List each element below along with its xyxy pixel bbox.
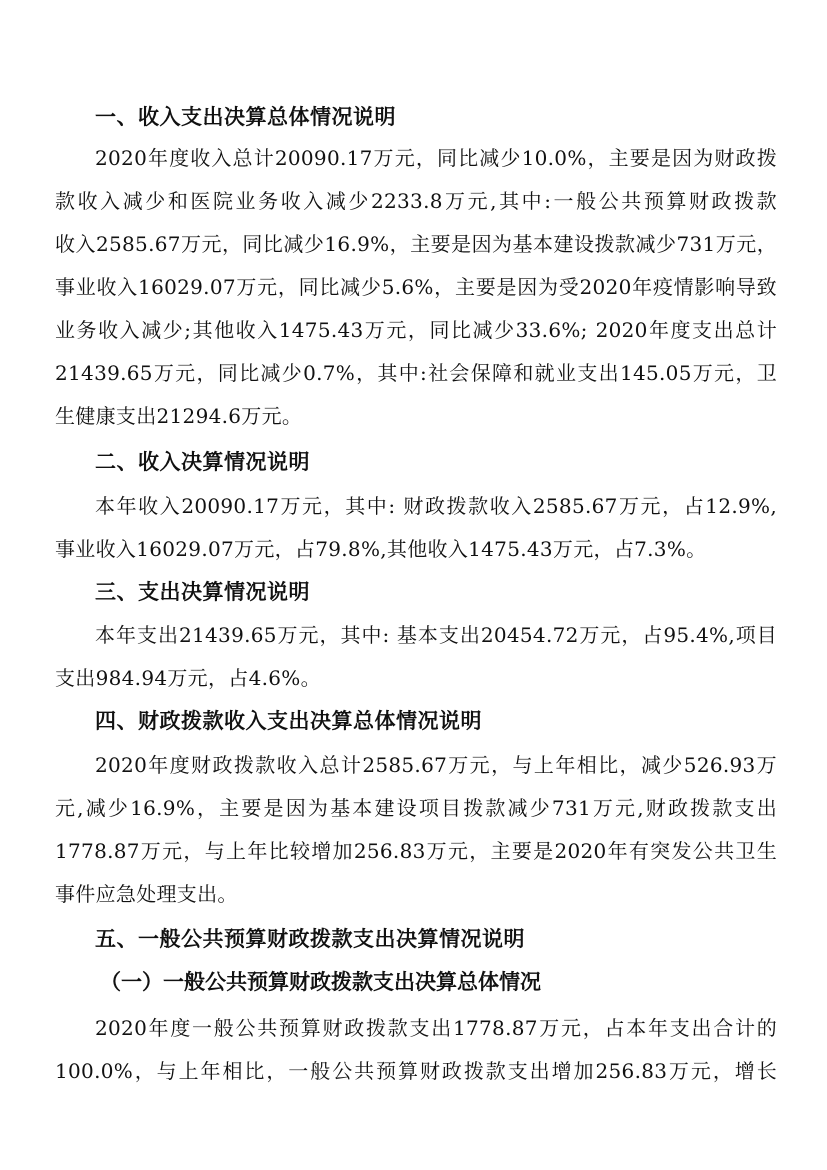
- section-3-paragraph: [55, 614, 777, 700]
- paragraph-line: 收入2585.67万元，同比减少16.9%，主要是因为基本建设拨款减少731万元，: [55, 232, 777, 256]
- paragraph-line: 2020年度一般公共预算财政拨款支出1778.87万元，占本年支出合计的: [95, 1016, 777, 1040]
- section-heading-expenditure-details: 三、支出决算情况说明: [95, 580, 310, 604]
- subsection-heading-general-public-budget-overview: （一）一般公共预算财政拨款支出决算总体情况: [100, 970, 541, 994]
- paragraph-line: 1778.87万元，与上年比较增加256.83万元，主要是2020年有突发公共卫生: [55, 839, 777, 863]
- paragraph-line: 本年收入20090.17万元，其中: 财政拨款收入2585.67万元，占12.9%,: [95, 494, 777, 518]
- section-heading-income-details: 二、收入决算情况说明: [95, 450, 310, 474]
- section-heading-general-public-budget: 五、一般公共预算财政拨款支出决算情况说明: [95, 927, 525, 951]
- paragraph-line: 元,减少16.9%，主要是因为基本建设项目拨款减少731万元,财政拨款支出: [55, 796, 777, 820]
- paragraph-line: 支出984.94万元，占4.6%。: [55, 666, 321, 690]
- paragraph-line: 2020年度财政拨款收入总计2585.67万元，与上年相比，减少526.93万: [95, 753, 777, 777]
- paragraph-line: 2020年度收入总计20090.17万元，同比减少10.0%，主要是因为财政拨: [95, 146, 777, 170]
- paragraph-line: 事业收入16029.07万元，同比减少5.6%，主要是因为受2020年疫情影响导致: [55, 275, 777, 299]
- paragraph-line: 21439.65万元，同比减少0.7%，其中:社会保障和就业支出145.05万元，卫: [55, 361, 777, 385]
- paragraph-line: 100.0%，与上年相比，一般公共预算财政拨款支出增加256.83万元，增长: [55, 1059, 777, 1083]
- paragraph-line: 生健康支出21294.6万元。: [55, 404, 303, 428]
- paragraph-line: 本年支出21439.65万元，其中: 基本支出20454.72万元，占95.4%,项目: [95, 623, 777, 647]
- section-2-paragraph: [55, 485, 777, 571]
- section-heading-income-expenditure-overview: 一、收入支出决算总体情况说明: [95, 105, 396, 129]
- section-4-paragraph: [55, 744, 777, 916]
- paragraph-line: 业务收入减少;其他收入1475.43万元，同比减少33.6%; 2020年度支出总计: [55, 318, 777, 342]
- paragraph-line: 款收入减少和医院业务收入减少2233.8万元,其中:一般公共预算财政拨款: [55, 189, 777, 213]
- section-5-paragraph: [55, 1007, 777, 1093]
- paragraph-line: 事业收入16029.07万元，占79.8%,其他收入1475.43万元，占7.3%。: [55, 537, 707, 561]
- section-heading-fiscal-appropriation-overview: 四、财政拨款收入支出决算总体情况说明: [95, 709, 482, 733]
- section-1-paragraph: [55, 137, 777, 438]
- paragraph-line: 事件应急处理支出。: [55, 882, 238, 906]
